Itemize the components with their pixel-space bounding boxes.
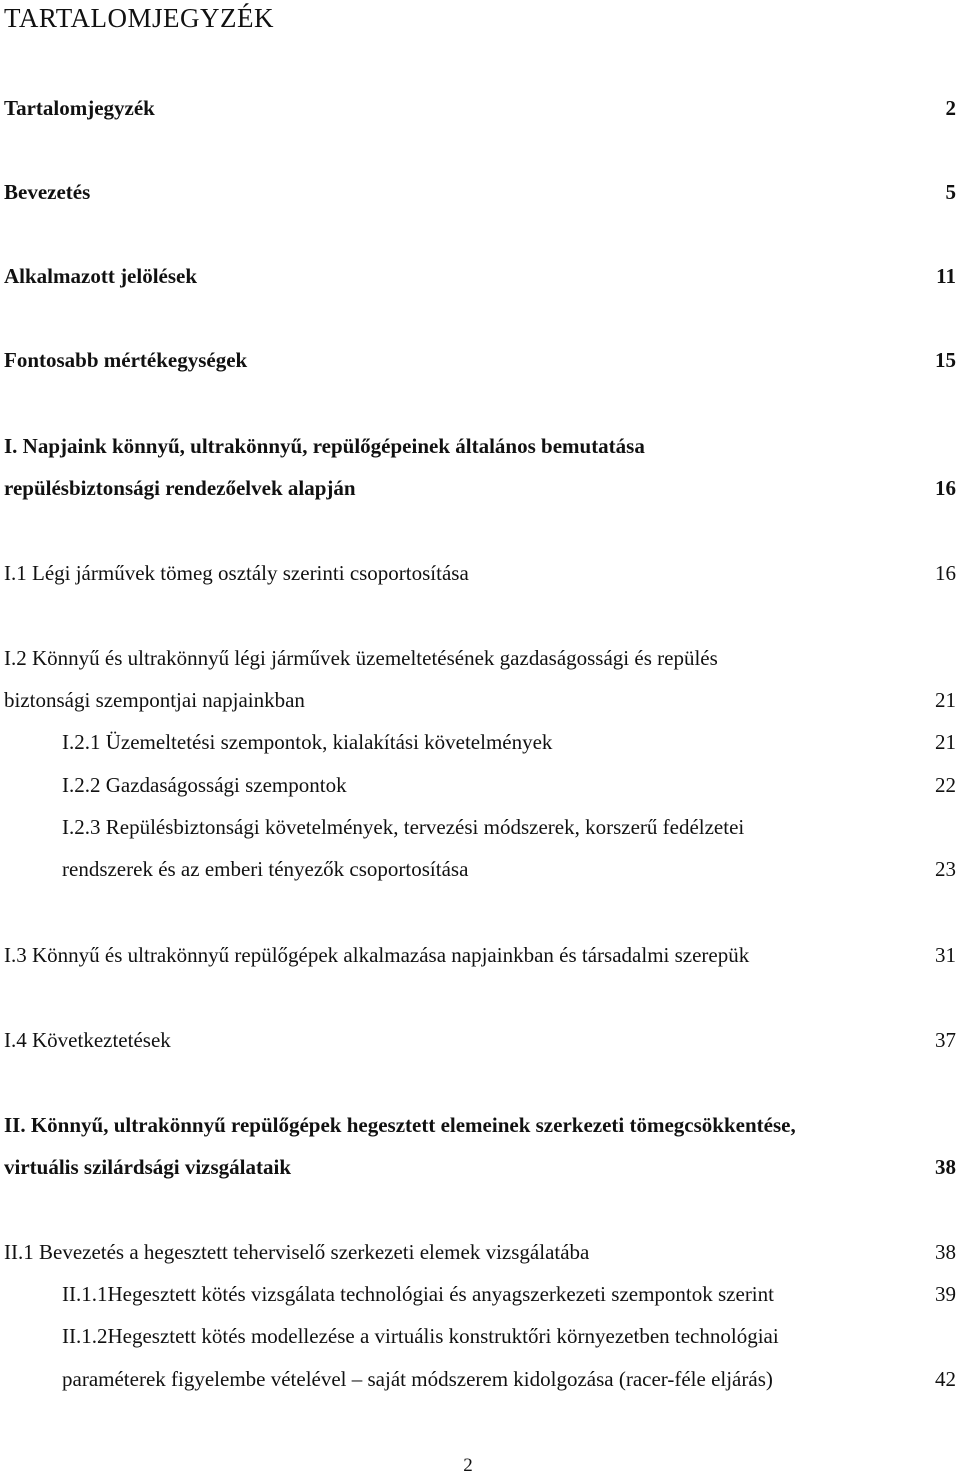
toc-entry-1-2-3-line-2: rendszerek és az emberi tényezők csoportosítása [62,857,469,881]
toc-entry-chapter-2-line-2: virtuális szilárdsági vizsgálataik [4,1155,292,1179]
toc-page-number: 5 [945,180,956,204]
toc-entry-1-2-3-line-1: I.2.3 Repülésbiztonsági követelmények, tervezési módszerek, korszerű fedélzetei [62,815,745,839]
toc-page-number: 2 [945,96,956,120]
toc-entry-mertekegysegek: Fontosabb mértékegységek [4,348,248,372]
toc-page-number: 31 [935,943,956,967]
toc-entry-2-1: II.1 Bevezetés a hegesztett teherviselő szerkezeti elemek vizsgálatába [4,1240,590,1264]
toc-page-number: 16 [935,476,956,500]
toc-entry-alkalmazott-jelolesek: Alkalmazott jelölések [4,264,198,288]
toc-entry-2-1-1: II.1.1Hegesztett kötés vizsgálata technológiai és anyagszerkezeti szempontok szerint [62,1282,774,1306]
toc-page-number: 11 [936,264,956,288]
toc-page-number: 22 [935,773,956,797]
toc-page-number: 15 [935,348,956,372]
toc-entry-bevezetes: Bevezetés [4,180,91,204]
toc-entry-1-2-1: I.2.1 Üzemeltetési szempontok, kialakítási követelmények [62,730,553,754]
toc-entry-2-1-2-line-2: paraméterek figyelembe vételével – saját módszerem kidolgozása (racer-féle eljárás) [62,1367,773,1391]
page-footer-number: 2 [463,1455,473,1476]
toc-entry-1-2-line-1: I.2 Könnyű és ultrakönnyű légi járművek üzemeltetésének gazdaságossági és repülés [4,646,718,670]
page-title: TARTALOMJEGYZÉK [4,3,275,33]
toc-entry-chapter-2-line-1: II. Könnyű, ultrakönnyű repülőgépek hegesztett elemeinek szerkezeti tömegcsökkentése, [4,1113,796,1137]
toc-page-number: 37 [935,1028,956,1052]
toc-entry-1-3: I.3 Könnyű és ultrakönnyű repülőgépek alkalmazása napjainkban és társadalmi szerepük [4,943,750,967]
toc-entry-1-2-2: I.2.2 Gazdaságossági szempontok [62,773,347,797]
toc-page-number: 38 [935,1155,956,1179]
toc-page-number: 21 [935,688,956,712]
toc-page-number: 16 [935,561,956,585]
toc-entry-1-4: I.4 Következtetések [4,1028,171,1052]
toc-entry-chapter-1-line-2: repülésbiztonsági rendezőelvek alapján [4,476,356,500]
toc-page-number: 39 [935,1282,956,1306]
toc-page-number: 42 [935,1367,956,1391]
toc-entry-1-1: I.1 Légi járművek tömeg osztály szerinti csoportosítása [4,561,469,585]
toc-entry-tartalomjegyzek: Tartalomjegyzék [4,96,155,120]
toc-entry-2-1-2-line-1: II.1.2Hegesztett kötés modellezése a virtuális konstruktőri környezetben technológiai [62,1324,779,1348]
toc-page-number: 23 [935,857,956,881]
toc-page-number: 21 [935,730,956,754]
toc-entry-1-2-line-2: biztonsági szempontjai napjainkban [4,688,305,712]
toc-page-number: 38 [935,1240,956,1264]
toc-entry-chapter-1-line-1: I. Napjaink könnyű, ultrakönnyű, repülőgépeinek általános bemutatása [4,434,645,458]
